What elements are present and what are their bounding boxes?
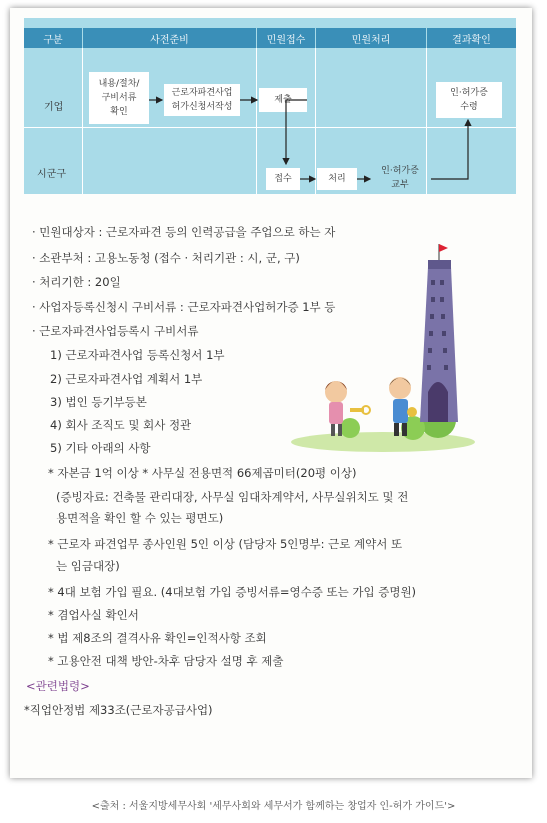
step-submit: 제출 [259,88,307,112]
header-reception: 민원접수 [257,28,315,48]
law-reference: *직업안정법 제33조(근로자공급사업) [24,703,213,717]
list-item: · 민원대상자 : 근로자파견 등의 인력공급을 주업으로 하는 자 [32,225,336,239]
note-item: * 자본금 1억 이상 * 사무실 전용면적 66제곱미터(20평 이상) [48,466,357,480]
law-heading: <관련법령> [26,679,90,693]
step-check-documents: 내용/절차/ 구비서류 확인 [89,72,149,124]
step-write-application: 근로자파견사업 허가신청서작성 [164,84,240,116]
note-item: * 고용안전 대책 방안-차후 담당자 설명 후 제출 [48,654,284,668]
sub-item: 2) 근로자파견사업 계획서 1부 [50,372,203,386]
header-preparation: 사전준비 [83,28,256,48]
note-item: * 법 제8조의 결격사유 확인=인적사항 조회 [48,631,267,645]
note-item: * 4대 보험 가입 필요. (4대보험 가입 증빙서류=영수증 또는 가입 증명원) [48,585,417,599]
note-item: * 겸업사실 확인서 [48,608,139,622]
source-caption: <출처 : 서울지방세무사회 '세무사회와 세무서가 함께하는 창업자 인-허가 가이드'> [91,801,456,812]
note-item: 용면적을 확인 할 수 있는 평면도) [56,511,224,525]
flow-arrows [24,18,516,194]
note-item: * 근로자 파견업무 종사인원 5인 이상 (담당자 5인명부: 근로 계약서 또 [48,537,403,551]
sub-item: 3) 법인 등기부등본 [50,395,147,409]
sub-item: 5) 기타 아래의 사항 [50,441,151,455]
list-item: · 소관부처 : 고용노동청 (접수 · 처리기관 : 시, 군, 구) [32,251,300,265]
illustration [288,242,478,452]
sub-item: 1) 근로자파견사업 등록신청서 1부 [50,348,225,362]
header-result: 결과확인 [427,28,516,48]
list-item: · 근로자파견사업등록시 구비서류 [32,324,199,338]
row-label-company: 기업 [44,102,64,113]
note-item: 는 임금대장) [56,559,120,573]
list-item: · 사업자등록신청시 구비서류 : 근로자파견사업허가증 1부 등 [32,300,336,314]
document-card [10,8,532,778]
header-category: 구분 [24,28,82,48]
step-receive: 접수 [266,168,300,190]
step-issue-license: 인·허가증 교부 [381,166,419,190]
header-processing: 민원처리 [316,28,426,48]
process-flowchart [24,18,516,194]
step-receive-license: 인·허가증 수령 [436,82,502,118]
sub-item: 4) 회사 조직도 및 회사 정관 [50,418,192,432]
step-process: 처리 [317,168,357,190]
note-item: (증빙자료: 건축물 관리대장, 사무실 임대차계약서, 사무실위치도 및 전 [56,490,409,504]
row-label-municipality: 시군구 [37,169,66,180]
list-item: · 처리기한 : 20일 [32,275,121,289]
